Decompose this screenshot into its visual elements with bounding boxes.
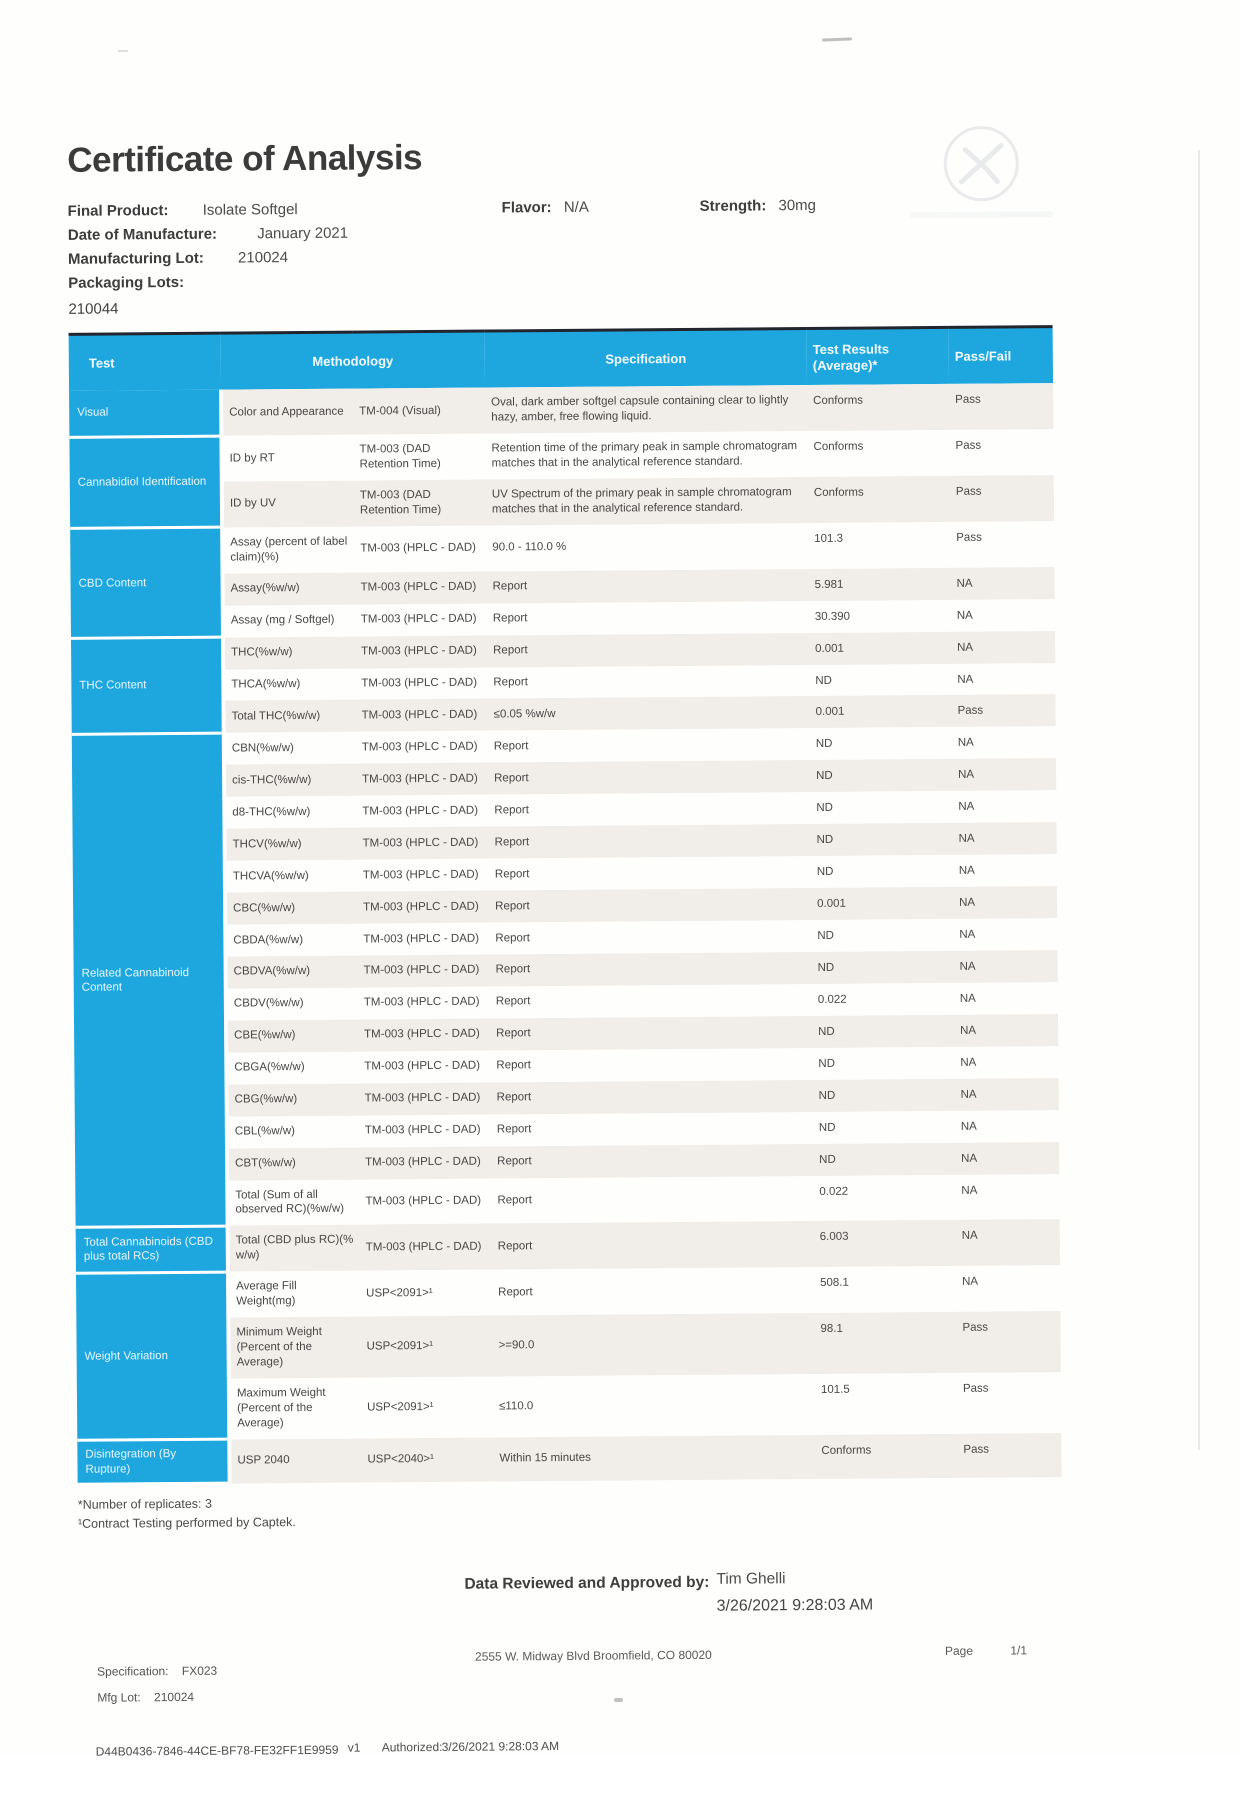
cell-test: Total THC(%w/w) xyxy=(223,700,355,733)
cell-pass: Pass xyxy=(957,1433,1061,1478)
cell-method: TM-003 (HPLC - DAD) xyxy=(361,676,478,690)
cell-test: Assay (mg / Softgel) xyxy=(230,613,335,627)
cell-result: ND xyxy=(811,951,953,984)
cell-test: THCV(%w/w) xyxy=(224,828,356,861)
cell-method: TM-003 (HPLC - DAD) xyxy=(362,804,479,818)
footnote-replicates: *Number of replicates: 3 xyxy=(77,1496,212,1512)
page-number: 1/1 xyxy=(1010,1643,1028,1658)
cell-pass: NA xyxy=(957,673,974,686)
flavor-row xyxy=(502,199,589,217)
specification-label: Specification: xyxy=(97,1663,169,1679)
cell-spec: Oval, dark amber softgel capsule containing clear to lightly hazy, amber, free flowing liquid. xyxy=(485,385,807,433)
page-title: Certificate of Analysis xyxy=(67,138,423,180)
table-row xyxy=(69,383,1053,437)
cell-spec: Report xyxy=(497,1194,532,1207)
cell-test: THCVA(%w/w) xyxy=(232,869,309,883)
cell-pass: NA xyxy=(954,1014,1058,1047)
cell-result: 508.1 xyxy=(820,1276,849,1290)
cell-spec: Report xyxy=(496,1123,532,1136)
cell-test: CBGA(%w/w) xyxy=(234,1061,305,1074)
manufacturing-lot-label: Manufacturing Lot: xyxy=(67,249,204,268)
cell-spec: >=90.0 xyxy=(492,1313,814,1376)
cell-spec: Report xyxy=(492,612,528,625)
cell-pass: Pass xyxy=(949,383,1053,430)
cell-test: Maximum Weight (Percent of the Average) xyxy=(236,1386,326,1430)
cell-result: ND xyxy=(816,802,834,815)
final-product-label: Final Product: xyxy=(67,202,169,220)
cell-test: Assay(%w/w) xyxy=(222,572,354,605)
cell-method: TM-003 (HPLC - DAD) xyxy=(363,932,480,946)
cell-result: ND xyxy=(815,674,833,687)
cell-test: USP 2040 xyxy=(229,1438,361,1483)
cell-spec: ≤0.05 %w/w xyxy=(487,696,809,730)
cell-result: ND xyxy=(810,759,952,792)
results-table-header xyxy=(69,327,1053,391)
test-group-cell: Cannabidiol Identification xyxy=(69,436,222,529)
cell-test: d8-THC(%w/w) xyxy=(232,805,311,819)
cell-result: ND xyxy=(817,929,835,942)
specification-value: FX023 xyxy=(181,1663,218,1678)
cell-method: TM-003 (HPLC - DAD) xyxy=(354,571,486,604)
cell-pass: NA xyxy=(950,567,1054,600)
cell-result: Conforms xyxy=(813,440,864,454)
cell-result: ND xyxy=(815,738,833,751)
test-group-cell: THC Content xyxy=(71,637,224,734)
manufacturing-lot-value: 210024 xyxy=(237,249,289,267)
cell-result: 6.003 xyxy=(814,1220,956,1267)
cell-method: TM-003 (DAD Retention Time) xyxy=(354,479,486,526)
cell-result: ND xyxy=(812,1015,954,1048)
cell-test: Assay (percent of label claim)(%) xyxy=(230,535,348,564)
cell-spec: Report xyxy=(491,1144,813,1178)
cell-spec: Report xyxy=(486,569,808,603)
cell-spec: UV Spectrum of the primary peak in sample chromatogram matches that in the analytical reference standard. xyxy=(486,477,808,525)
cell-method: USP<2040>¹ xyxy=(361,1437,493,1482)
strength-value: 30mg xyxy=(778,196,817,215)
date-of-manufacture-row xyxy=(68,225,348,244)
cell-method: USP<2091>¹ xyxy=(366,1286,433,1300)
header-test: Test xyxy=(69,333,221,391)
cell-test: CBN(%w/w) xyxy=(231,741,294,755)
cell-result: 0.022 xyxy=(819,1185,849,1198)
cell-pass: NA xyxy=(959,928,976,941)
cell-result: ND xyxy=(812,1079,954,1112)
cell-test: CBL(%w/w) xyxy=(234,1125,295,1138)
footnotes xyxy=(78,1487,1186,1534)
approval-block xyxy=(78,1570,1186,1643)
cell-pass: NA xyxy=(959,992,976,1005)
cell-pass: NA xyxy=(956,609,973,622)
cell-method: TM-003 (HPLC - DAD) xyxy=(363,995,480,1009)
strength-label: Strength: xyxy=(699,197,767,215)
table-row xyxy=(70,521,1054,575)
final-product-row xyxy=(68,201,298,220)
cell-spec: Report xyxy=(494,867,530,881)
cell-pass: NA xyxy=(957,737,974,750)
cell-method: TM-003 (DAD Retention Time) xyxy=(359,443,441,471)
cell-spec: Report xyxy=(493,740,529,753)
cell-test: Average Fill Weight(mg) xyxy=(236,1280,297,1308)
date-of-manufacture-value: January 2021 xyxy=(257,224,349,243)
cell-result: Conforms xyxy=(807,384,949,431)
cell-method: TM-003 (HPLC - DAD) xyxy=(357,954,489,987)
cell-pass: NA xyxy=(958,800,975,814)
table-row xyxy=(77,1433,1061,1484)
test-group-cell: CBD Content xyxy=(70,527,223,638)
specification-row xyxy=(97,1663,217,1678)
cell-pass: NA xyxy=(962,1275,979,1289)
cell-spec: Report xyxy=(489,888,811,922)
mfg-lot-row xyxy=(97,1690,194,1705)
cell-spec: Report xyxy=(495,931,530,944)
cell-spec: Report xyxy=(490,1016,812,1050)
packaging-lots-row xyxy=(68,274,184,292)
cell-method: USP<2091>¹ xyxy=(366,1400,434,1414)
cell-spec: Report xyxy=(493,676,528,689)
header-passfail: Pass/Fail xyxy=(949,327,1053,385)
cell-test: Total (Sum of all observed RC)(%w/w) xyxy=(235,1188,345,1216)
test-group-cell: Total Cannabinoids (CBD plus total RCs) xyxy=(76,1226,228,1273)
cell-method: TM-003 (HPLC - DAD) xyxy=(358,1018,490,1051)
cell-pass: Pass xyxy=(950,475,1054,522)
cell-test: CBT(%w/w) xyxy=(227,1147,359,1180)
cell-test: CBDVA(%w/w) xyxy=(225,956,357,989)
cell-test: CBDA(%w/w) xyxy=(233,933,304,947)
cell-pass: NA xyxy=(953,950,1057,983)
document-version: v1 xyxy=(347,1740,361,1755)
cell-method: TM-003 (HPLC - DAD) xyxy=(364,1059,481,1073)
cell-spec: 90.0 - 110.0 % xyxy=(492,541,567,554)
page-label: Page xyxy=(944,1643,974,1658)
table-row xyxy=(76,1265,1060,1319)
page-indicator xyxy=(945,1643,1027,1658)
cell-pass: NA xyxy=(956,1219,1060,1266)
cell-result: Conforms xyxy=(808,476,950,523)
cell-spec: Report xyxy=(487,633,809,667)
test-group-cell: Disintegration (By Rupture) xyxy=(77,1439,229,1484)
header-specification: Specification xyxy=(485,329,807,388)
cell-method: TM-003 (HPLC - DAD) xyxy=(355,699,487,732)
test-group-cell: Related Cannabinoid Content xyxy=(72,733,228,1227)
cell-result: 30.390 xyxy=(814,610,851,623)
cell-test: CBE(%w/w) xyxy=(226,1019,358,1052)
header-test-results xyxy=(807,327,949,385)
cell-test: CBC(%w/w) xyxy=(225,892,357,925)
cell-method: TM-003 (HPLC - DAD) xyxy=(360,1224,492,1271)
cell-method: TM-003 (HPLC - DAD) xyxy=(356,763,488,796)
cell-result: 0.001 xyxy=(811,887,953,920)
cell-method: USP<2091>¹ xyxy=(360,1316,492,1378)
cell-method: TM-004 (Visual) xyxy=(353,388,485,435)
approval-label: Data Reviewed and Approved by: xyxy=(464,1573,710,1593)
cell-pass: Pass xyxy=(955,439,982,452)
header-test-results-line2: (Average)* xyxy=(812,357,878,373)
cell-pass: Pass xyxy=(951,695,1055,728)
cell-result: ND xyxy=(810,823,952,856)
cell-result: 98.1 xyxy=(814,1312,956,1374)
cell-method: TM-003 (HPLC - DAD) xyxy=(361,740,478,754)
table-row xyxy=(69,429,1053,483)
cell-result: ND xyxy=(818,1057,836,1070)
header-test-results-line1: Test Results xyxy=(812,341,890,357)
cell-method: TM-003 (HPLC - DAD) xyxy=(362,868,479,882)
cell-result: 0.001 xyxy=(809,695,951,728)
header-row xyxy=(69,327,1053,391)
cell-method: TM-003 (HPLC - DAD) xyxy=(364,1123,481,1137)
document-id: D44B0436-7846-44CE-BF78-FE32FF1E9959 xyxy=(95,1742,339,1759)
cell-result: Conforms xyxy=(815,1434,957,1479)
cell-result: 5.981 xyxy=(808,568,950,601)
mfg-lot-value: 210024 xyxy=(153,1689,195,1704)
cell-pass: NA xyxy=(952,822,1056,855)
header-methodology: Methodology xyxy=(221,331,485,390)
cell-test: Color and Appearance xyxy=(221,389,353,436)
cell-pass: NA xyxy=(960,1120,977,1133)
cell-spec: Report xyxy=(488,824,810,858)
cell-result: ND xyxy=(818,1121,836,1134)
cell-pass: NA xyxy=(960,1056,977,1069)
cell-spec: Report xyxy=(489,952,811,986)
strength-row xyxy=(700,197,817,215)
cell-test: THCA(%w/w) xyxy=(231,678,301,691)
test-group-cell: Visual xyxy=(69,390,221,437)
table-row xyxy=(76,1219,1060,1273)
cell-result: 101.3 xyxy=(814,532,844,545)
cell-test: THC(%w/w) xyxy=(223,636,355,669)
cell-test: CBG(%w/w) xyxy=(227,1083,359,1116)
cell-pass: Pass xyxy=(956,531,982,544)
cell-result: 101.5 xyxy=(820,1383,850,1396)
cell-spec: Report xyxy=(496,1059,531,1072)
footnote-contract: ¹Contract Testing performed by Captek. xyxy=(77,1515,296,1532)
flavor-value: N/A xyxy=(563,198,589,216)
cell-spec: ≤110.0 xyxy=(498,1400,534,1413)
cell-pass: Pass xyxy=(956,1311,1060,1373)
packaging-lots-label: Packaging Lots: xyxy=(68,273,185,292)
final-product-value: Isolate Softgel xyxy=(202,201,298,219)
flavor-label: Flavor: xyxy=(501,199,552,217)
approval-datetime: 3/26/2021 9:28:03 AM xyxy=(716,1596,874,1615)
cell-method: TM-003 (HPLC - DAD) xyxy=(357,891,489,924)
test-group-cell: Weight Variation xyxy=(76,1272,229,1441)
cell-spec: Report xyxy=(494,803,529,817)
cell-spec: Report xyxy=(492,1221,814,1269)
authorized-label: Authorized: xyxy=(381,1739,443,1755)
cell-test: cis-THC(%w/w) xyxy=(224,764,356,797)
cell-spec: Report xyxy=(490,1080,812,1114)
cell-spec: Report xyxy=(498,1285,533,1299)
cell-pass: NA xyxy=(954,1078,1058,1111)
manufacturing-lot-row xyxy=(68,249,288,268)
cell-pass: Pass xyxy=(962,1382,989,1395)
cell-pass: NA xyxy=(961,1184,978,1197)
cell-test: ID by UV xyxy=(222,481,354,528)
footer xyxy=(79,1644,1188,1803)
cell-spec: Report xyxy=(488,760,810,794)
cell-method: TM-003 (HPLC - DAD) xyxy=(365,1194,482,1208)
cell-pass: NA xyxy=(955,1142,1059,1175)
cell-test: ID by RT xyxy=(229,451,275,465)
authorized-datetime: 3/26/2021 9:28:03 AM xyxy=(441,1738,560,1754)
packaging-lot-value: 210044 xyxy=(68,300,119,318)
cell-spec: Report xyxy=(495,995,531,1008)
cell-method: TM-003 (HPLC - DAD) xyxy=(356,827,488,860)
cell-test: Total (CBD plus RC)(% w/w) xyxy=(228,1225,360,1272)
cell-result: 0.022 xyxy=(817,993,847,1006)
cell-pass: NA xyxy=(952,758,1056,791)
cell-pass: NA xyxy=(953,886,1057,919)
cell-pass: NA xyxy=(951,631,1055,664)
results-table xyxy=(69,325,1062,1486)
product-info xyxy=(68,194,1177,321)
cell-method: TM-003 (HPLC - DAD) xyxy=(359,1146,491,1179)
cell-method: TM-003 (HPLC - DAD) xyxy=(360,612,477,626)
cell-spec: Retention time of the primary peak in sample chromatogram matches that in the analytical reference standard. xyxy=(491,440,798,470)
cell-result: ND xyxy=(816,865,834,879)
cell-result: 0.001 xyxy=(809,631,951,664)
approver-name: Tim Ghelli xyxy=(716,1569,786,1588)
results-table-body xyxy=(69,383,1062,1484)
cell-method: TM-003 (HPLC - DAD) xyxy=(355,635,487,668)
cell-test: Minimum Weight (Percent of the Average) xyxy=(228,1317,360,1379)
cell-spec: Within 15 minutes xyxy=(493,1435,815,1481)
cell-test: CBDV(%w/w) xyxy=(233,997,304,1010)
date-of-manufacture-label: Date of Manufacture: xyxy=(67,225,218,244)
lab-address: 2555 W. Midway Blvd Broomfield, CO 80020 xyxy=(474,1647,712,1664)
cell-result: ND xyxy=(813,1142,955,1175)
cell-method: TM-003 (HPLC - DAD) xyxy=(360,541,477,555)
mfg-lot-label: Mfg Lot: xyxy=(97,1690,141,1705)
cell-method: TM-003 (HPLC - DAD) xyxy=(358,1082,490,1115)
cell-pass: NA xyxy=(958,864,975,877)
